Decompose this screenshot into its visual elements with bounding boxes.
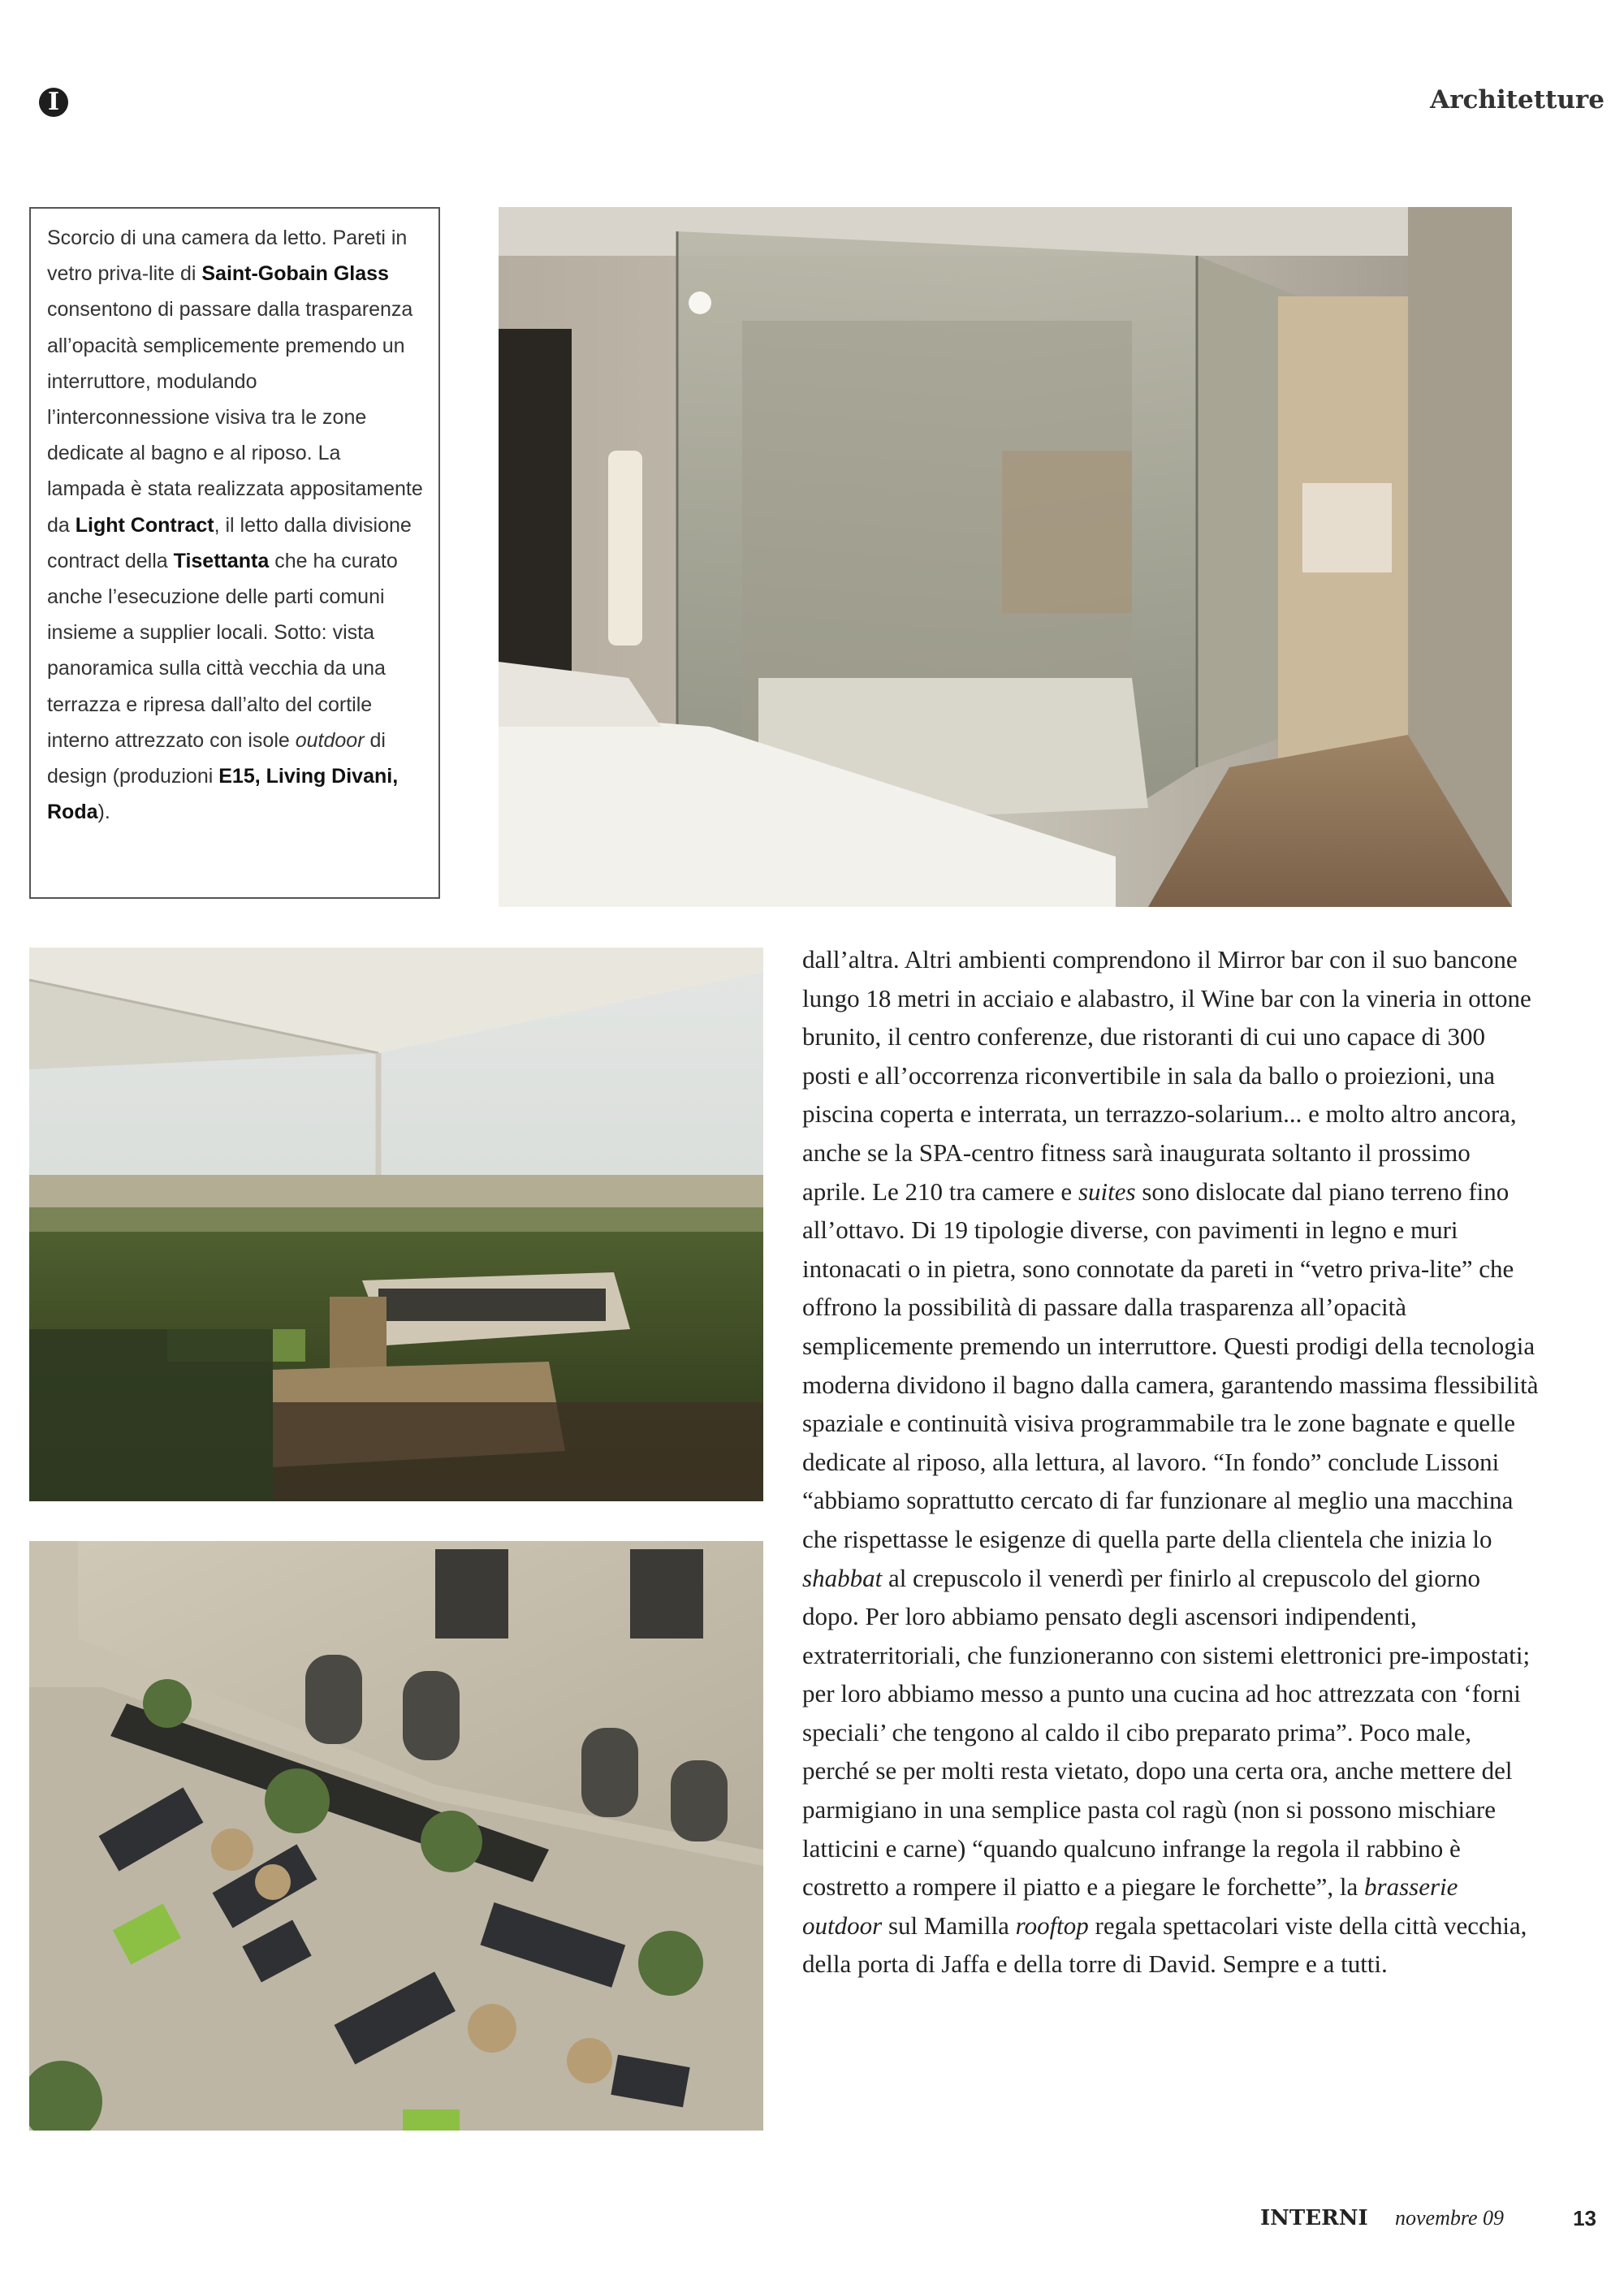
- caption-brand: E15, Living Divani, Roda: [47, 765, 399, 824]
- magazine-name: INTERNI: [1260, 2206, 1368, 2230]
- photo-caption: [29, 207, 440, 899]
- caption-text: Scorcio di una camera da letto. Pareti in vetro priva-lite di: [47, 227, 408, 286]
- caption-text: , il letto dalla divisione contract della: [47, 513, 412, 572]
- article-text: sono dislocate dal piano terreno fino all’ottavo. Di 19 tipologie diverse, con pavimenti in legno e muri intonacati o in pietra, sono connotate da pareti in “vetro priva-lite” che offrono la possibilità di passare dalla trasparenza all’opacità semplicemente premendo un interruttore. Questi prodigi della tecnologia moderna dividono il bagno dalla camera, garantendo massima flessibilità spaziale e continuità visiva programmabile tra le zone bagnate e quelle dedicate al riposo, alla lettura, al lavoro. “In fondo” conclude Lissoni “abbiamo soprattutto cercato di far funzionare al meglio una macchina che rispettasse le esigenze di quella parte della clientela che inizia lo: [802, 1177, 1539, 1553]
- article-italic: rooftop: [1015, 1911, 1089, 1940]
- article-body: [802, 940, 1540, 1984]
- bedroom-illustration: [499, 207, 1512, 907]
- terrace-illustration: [29, 948, 763, 1501]
- article-text: al crepuscolo il venerdì per finirlo al crepuscolo del giorno dopo. Per loro abbiamo pensato degli ascensori indipendenti, extraterritoriali, che funzioneranno con sistemi elettronici pre-impostati; per loro abbiamo messo a punto una cucina ad hoc attrezzata con ‘forni speciali’ che tengono al caldo il cibo preparato prima”. Poco male, perché se per molti resta vietato, dopo una certa ora, anche mettere del parmigiano in una semplice pasta col ragù (non si possono mischiare latticini e carne) “quando qualcuno infrange la regola il rabbino è costretto a rompere il piatto e a piegare le forchette”, la: [802, 1563, 1531, 1902]
- magazine-logo: I: [39, 88, 68, 117]
- article-italic: shabbat: [802, 1563, 883, 1592]
- caption-text: di design (produzioni: [47, 728, 386, 788]
- article-text: regala spettacolari viste della città vecchia, della porta di Jaffa e della torre di David. Sempre e a tutti.: [802, 1911, 1527, 1979]
- caption-text: ).: [97, 801, 110, 824]
- courtyard-photo: [29, 1541, 763, 2131]
- caption-text: che ha curato anche l’esecuzione delle parti comuni insieme a supplier locali. Sotto: vista panoramica sulla città vecchia da una terrazza e ripresa dall’alto del cortile interno attrezzato con isole: [47, 549, 398, 752]
- bedroom-photo: [499, 207, 1512, 907]
- section-title: Architetture: [1430, 85, 1605, 114]
- caption-brand: Light Contract: [75, 513, 214, 537]
- article-text: sul Mamilla: [882, 1911, 1016, 1940]
- terrace-photo: [29, 948, 763, 1501]
- article-italic: suites: [1078, 1177, 1136, 1206]
- courtyard-illustration: [29, 1541, 763, 2131]
- article-text: dall’altra. Altri ambienti comprendono il Mirror bar con il suo bancone lungo 18 metri in acciaio e alabastro, il Wine bar con la vineria in ottone brunito, il centro conferenze, due ristoranti di cui uno capace di 300 posti e all’occorrenza riconvertibile in sala da ballo o proiezioni, una piscina coperta e interrata, un terrazzo-solarium... e molto altro ancora, anche se la SPA-centro fitness sarà inaugurata soltanto il prossimo aprile. Le 210 tra camere e: [802, 945, 1531, 1206]
- caption-brand: Saint-Gobain Glass: [201, 262, 389, 286]
- caption-italic: outdoor: [295, 728, 365, 752]
- article-italic: brasserie outdoor: [802, 1872, 1458, 1940]
- caption-text: consentono di passare dalla trasparenza all’opacità semplicemente premendo un interruttore, modulando l’interconnessione visiva tra le zone dedicate al bagno e al riposo. La lampada è stata realizzata appositamente da: [47, 298, 423, 537]
- page-number: 13: [1573, 2206, 1596, 2230]
- issue-date: novembre 09: [1395, 2206, 1505, 2230]
- caption-brand: Tisettanta: [173, 549, 270, 572]
